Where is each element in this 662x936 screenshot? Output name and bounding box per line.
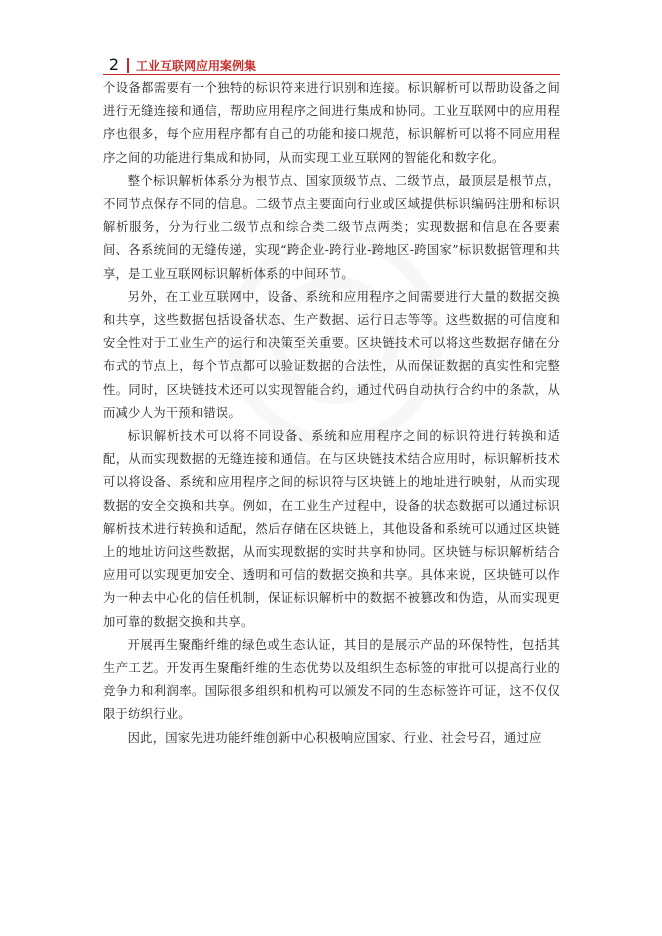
- paragraph: 因此，国家先进功能纤维创新中心积极响应国家、行业、社会号召，通过应: [127, 730, 542, 745]
- paragraph: 整个标识解析体系分为根节点、国家顶级节点、二级节点，最顶层是根节点，不同节点保存不同的信息。二级节点主要面向行业或区域提供标识编码注册和标识解析服务，分为行业二级节点和综合类二级节点两类；实现数据和信息在各要素间、各系统间的无缝传递，实现“跨企业-跨行业-跨地区-跨国家”标识数据管理和共享，是工业互联网标识解析体系的中间环节。: [103, 173, 560, 281]
- body-text: [103, 77, 560, 750]
- paragraph: 开展再生聚酯纤维的绿色或生态认证，其目的是展示产品的环保特性，包括其生产工艺。开发再生聚酯纤维的生态优势以及组织生态标签的审批可以提高行业的竞争力和利润率。国际很多组织和机构可以颁发不同的生态标签许可证，这不仅仅限于纺织行业。: [103, 637, 560, 722]
- paragraph: 另外，在工业互联网中，设备、系统和应用程序之间需要进行大量的数据交换和共享，这些数据包括设备状态、生产数据、运行日志等等。这些数据的可信度和安全性对于工业生产的运行和决策至关重要。区块链技术可以将这些数据存储在分布式的节点上，每个节点都可以验证数据的合法性，从而保证数据的真实性和完整性。同时，区块链技术还可以实现智能合约，通过代码自动执行合约中的条款，从而减少人为干预和错误。: [103, 289, 560, 420]
- running-header: [103, 50, 560, 74]
- paragraph: 标识解析技术可以将不同设备、系统和应用程序之间的标识符进行转换和适配，从而实现数据的无缝连接和通信。在与区块链技术结合应用时，标识解析技术可以将设备、系统和应用程序之间的标识符与区块链上的地址进行映射，从而实现数据的安全交换和共享。例如，在工业生产过程中，设备的状态数据可以通过标识解析技术进行转换和适配，然后存储在区块链上，其他设备和系统可以通过区块链上的地址访问这些数据，从而实现数据的实时共享和协同。区块链与标识解析结合应用可以实现更加安全、透明和可信的数据交换和共享。具体来说，区块链可以作为一种去中心化的信任机制，保证标识解析中的数据不被篡改和伪造，从而实现更加可靠的数据交换和共享。: [103, 429, 560, 629]
- header-divider: [127, 58, 129, 73]
- page-number: 2: [108, 55, 119, 74]
- header-rule: [103, 74, 560, 75]
- running-title: 工业互联网应用案例集: [136, 59, 257, 73]
- paragraph: 个设备都需要有一个独特的标识符来进行识别和连接。标识解析可以帮助设备之间进行无缝连接和通信，帮助应用程序之间进行集成和协同。工业互联网中的应用程序也很多，每个应用程序都有自己的功能和接口规范，标识解析可以将不同应用程序之间的功能进行集成和协同，从而实现工业互联网的智能化和数字化。: [103, 81, 560, 165]
